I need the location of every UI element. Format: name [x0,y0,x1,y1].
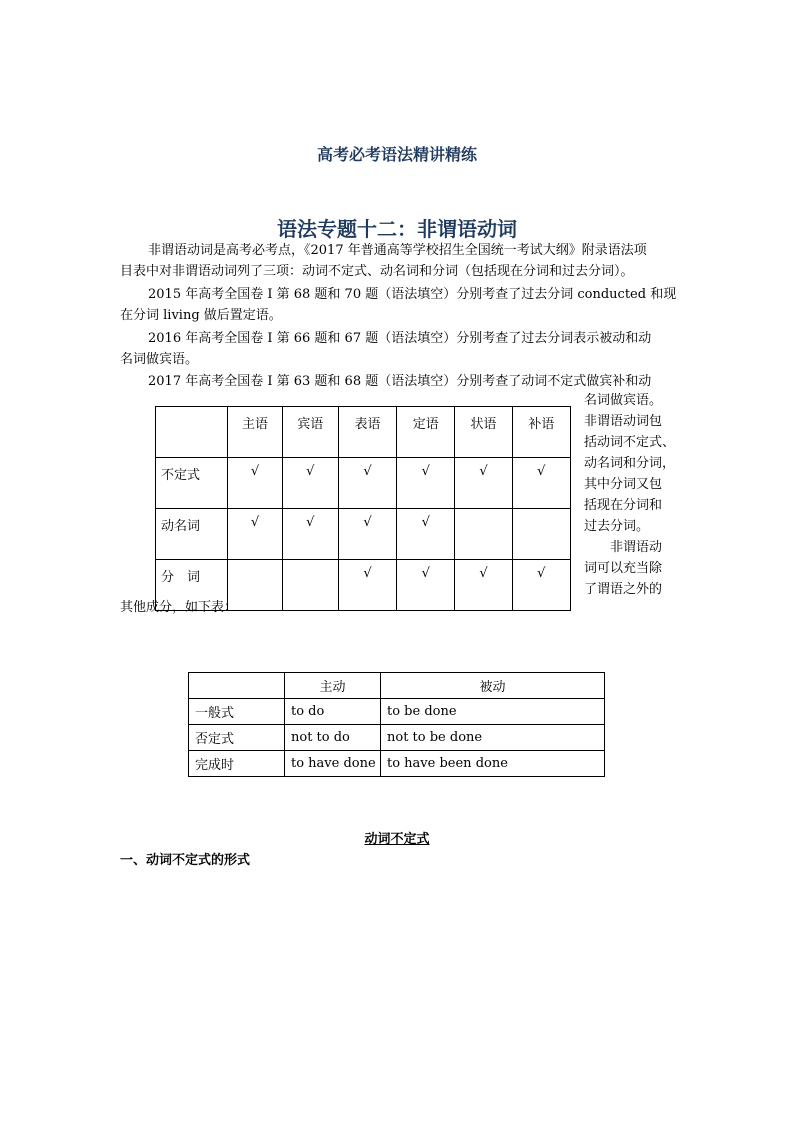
paragraph-line: 2016 年高考全国卷 I 第 66 题和 67 题（语法填空）分别考查了过去分词表示被动和动 [148,331,652,346]
paragraph-line: 2017 年高考全国卷 I 第 63 题和 68 题（语法填空）分别考查了动词不定式做宾补和动 [148,374,652,389]
side-line: 动名词和分词， [584,456,676,471]
table-row [156,509,571,560]
check-cell: √ [282,509,338,560]
table-header-cell: 主语 [228,407,282,458]
check-cell: √ [512,560,570,611]
side-line: 括动词不定式、 [584,435,676,450]
side-line: 过去分词。 [584,519,650,534]
check-cell: √ [228,458,282,509]
row-label: 不定式 [156,458,228,509]
paragraph-line: 在分词 living 做后置定语。 [120,308,282,323]
table-header-cell: 主动 [285,673,381,699]
check-cell: √ [282,458,338,509]
table-row [189,725,605,751]
paragraph-line: 其他成分，如下表： [120,600,238,615]
check-cell: √ [338,560,396,611]
topic-title: 语法专题十二：非谓语动词 [277,217,517,241]
table-row [156,458,571,509]
usage-table [155,406,571,611]
table-header-cell: 状语 [455,407,512,458]
side-line: 了谓语之外的 [584,582,663,597]
row-label: 分 词 [156,560,228,611]
check-cell: √ [338,458,396,509]
side-text [584,390,684,600]
section-title: 动词不定式 [364,832,430,847]
paragraph-line: 非谓语动词是高考必考点，《2017 年普通高等学校招生全国统一考试大纲》附录语法项 [148,243,647,258]
side-line: 非谓语动 [584,540,663,555]
table-cell: not to be done [381,725,605,751]
check-cell: √ [228,509,282,560]
check-cell: √ [397,509,455,560]
table-cell: not to do [285,725,381,751]
table-row [189,699,605,725]
check-cell: √ [397,458,455,509]
check-cell: √ [338,509,396,560]
check-cell: √ [397,560,455,611]
section-heading: 一、动词不定式的形式 [120,853,251,868]
check-cell: √ [455,458,512,509]
check-cell [282,560,338,611]
table-cell: to do [285,699,381,725]
row-label: 否定式 [189,725,285,751]
paragraph-line: 2015 年高考全国卷 I 第 68 题和 70 题（语法填空）分别考查了过去分词 conducted 和现 [148,287,677,302]
row-label: 一般式 [189,699,285,725]
table-cell: to have been done [381,751,605,777]
table-header-cell: 补语 [512,407,570,458]
paragraph-line: 名词做宾语。 [120,352,199,367]
side-line: 括现在分词和 [584,498,663,513]
check-cell: √ [455,560,512,611]
table-header-cell: 被动 [381,673,605,699]
side-line: 其中分词又包 [584,477,663,492]
check-cell: √ [512,458,570,509]
table-header-cell [156,407,228,458]
forms-table [188,672,605,777]
check-cell [512,509,570,560]
side-line: 非谓语动词包 [584,414,663,429]
side-line: 词可以充当除 [584,561,663,576]
row-label: 动名词 [156,509,228,560]
side-line: 名词做宾语。 [584,393,663,408]
table-cell: to have done [285,751,381,777]
table-header-row [189,673,605,699]
table-header-cell [189,673,285,699]
paragraph-line: 目表中对非谓语动词列了三项：动词不定式、动名词和分词（包括现在分词和过去分词）。 [120,264,634,279]
document-title: 高考必考语法精讲精练 [316,145,477,164]
table-header-cell: 定语 [397,407,455,458]
check-cell [455,509,512,560]
table-header-row [156,407,571,458]
table-cell: to be done [381,699,605,725]
table-row [189,751,605,777]
row-label: 完成时 [189,751,285,777]
table-header-cell: 宾语 [282,407,338,458]
table-header-cell: 表语 [338,407,396,458]
